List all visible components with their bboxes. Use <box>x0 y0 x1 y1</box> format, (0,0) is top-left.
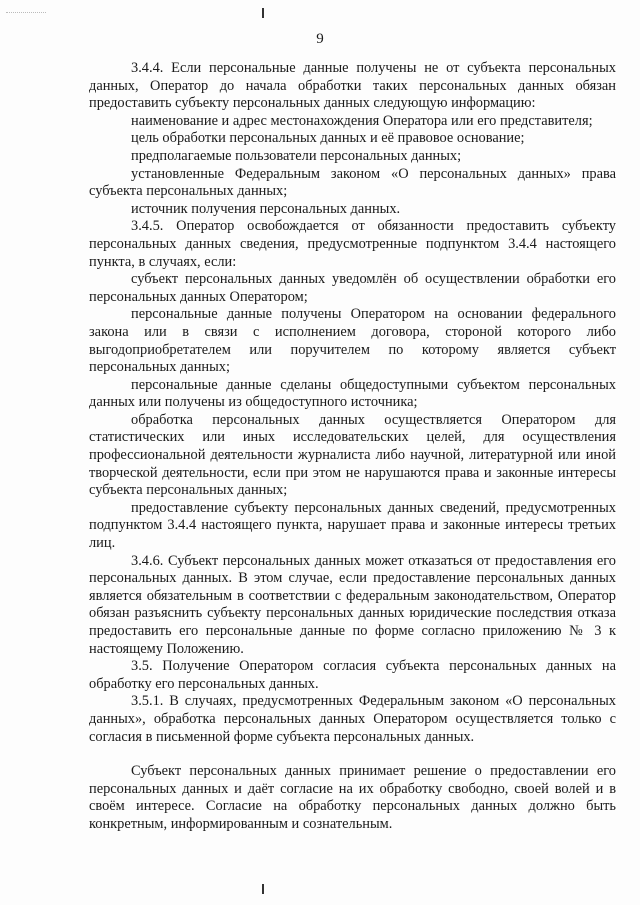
page-number: 9 <box>316 31 324 47</box>
list-item-source: источник получения персональных данных. <box>131 200 401 217</box>
paragraph-3-5: 3.5. Получение Оператором согласия субъекта персональных данных на обработку его персональных данных. <box>89 658 616 692</box>
document-body <box>89 60 616 834</box>
paragraph-3-4-6: 3.4.6. Субъект персональных данных может отказаться от предоставления его персональных данных. В этом случае, если предоставление персональных данных является обязательным в соответствии с федеральным законодательством, Оператор обязан разъяснить субъекту персональных данных юридические последствия отказа предоставить его персональные данные по форме согласно приложению № 3 к настоящему Положению. <box>89 552 616 657</box>
list-item-rights: установленные Федеральным законом «О персональных данных» права субъекта персональных данных; <box>89 165 616 200</box>
paragraph-3-4-5: 3.4.5. Оператор освобождается от обязанности предоставить субъекту персональных данных сведения, предусмотренные подпунктом 3.4.4 настоящего пункта, в случаях, если: <box>89 218 616 270</box>
list-item-purpose: цель обработки персональных данных и её правовое основание; <box>131 130 525 147</box>
binding-mark-top <box>262 8 264 18</box>
list-item-public: персональные данные сделаны общедоступными субъектом персональных данных или получены из общедоступного источника; <box>89 376 616 411</box>
list-item-third-parties: предоставление субъекту персональных данных сведений, предусмотренных подпунктом 3.4.4 настоящего пункта, нарушает права и законные интересы третьих лиц. <box>89 499 616 552</box>
list-item-notified: субъект персональных данных уведомлён об осуществлении обработки его персональных данных Оператором; <box>89 271 616 305</box>
list-item-operator-name: наименование и адрес местонахождения Оператора или его представителя; <box>131 112 593 129</box>
paragraph-3-4-4: 3.4.4. Если персональные данные получены не от субъекта персональных данных, Оператор до начала обработки таких персональных данных обязан предоставить субъекту персональных данных следующую информацию: <box>89 60 616 112</box>
binding-mark-bottom <box>262 884 264 894</box>
paragraph-3-5-1: 3.5.1. В случаях, предусмотренных Федеральным законом «О персональных данных», обработка персональных данных Оператором осуществляется только с согласия в письменной форме субъекта персональных данных. <box>89 693 616 745</box>
list-item-statistics: обработка персональных данных осуществляется Оператором для статистических или иных исследовательских целей, для осуществления профессиональной деятельности журналиста либо научной, литературной или иной творческой деятельности, если при этом не нарушаются права и законные интересы субъекта персональных данных; <box>89 411 616 499</box>
list-item-users: предполагаемые пользователи персональных данных; <box>131 147 462 164</box>
paragraph-consent: Субъект персональных данных принимает решение о предоставлении его персональных данных и даёт согласие на их обработку свободно, своей волей и в своём интересе. Согласие на обработку персональных данных должно быть конкретным, информированным и сознательным. <box>89 763 616 832</box>
list-item-federal-law: персональные данные получены Оператором на основании федерального закона или в связи с исполнением договора, стороной которого либо выгодоприобретателем или поручителем по которому является субъект персональных данных; <box>89 306 616 376</box>
scan-artifact <box>6 12 46 14</box>
